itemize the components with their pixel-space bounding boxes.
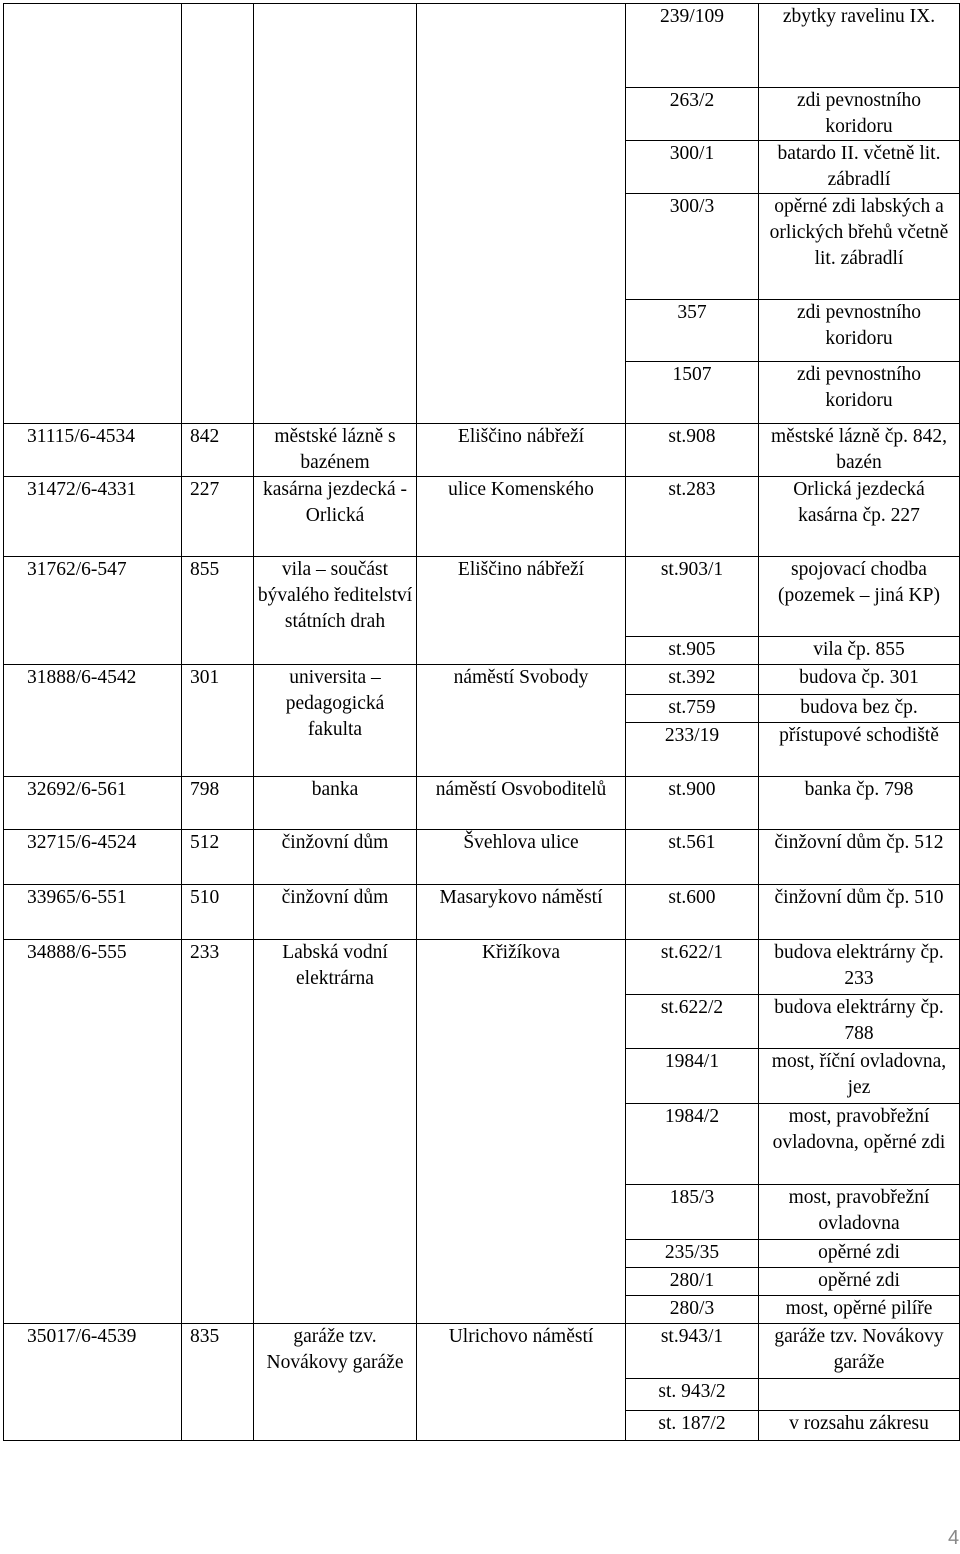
parcel-number-cell: 300/3 <box>626 194 759 300</box>
table-row <box>4 777 960 830</box>
parcel-number-cell: 1984/2 <box>626 1104 759 1185</box>
page-number: 4 <box>948 1527 960 1549</box>
parcel-number-cell: 1984/1 <box>626 1049 759 1104</box>
table-row <box>4 940 960 995</box>
parcel-description-cell: most, pravobřežní ovladovna <box>759 1185 960 1240</box>
object-name-cell: kasárna jezdecká - Orlická <box>254 477 417 557</box>
table-cell <box>182 4 254 424</box>
parcel-number-cell: st.561 <box>626 830 759 885</box>
parcel-description-cell: městské lázně čp. 842, bazén <box>759 424 960 477</box>
registry-number-cell: 32715/6-4524 <box>4 830 182 885</box>
object-name-cell: činžovní dům <box>254 885 417 940</box>
object-name-cell: Labská vodní elektrárna <box>254 940 417 1324</box>
parcel-number-cell: 239/109 <box>626 4 759 88</box>
table-row <box>4 477 960 557</box>
parcel-number-cell: 263/2 <box>626 88 759 141</box>
parcel-number-cell: 280/3 <box>626 1296 759 1324</box>
house-number-cell: 510 <box>182 885 254 940</box>
parcel-description-cell: budova elektrárny čp. 788 <box>759 995 960 1049</box>
house-number-cell: 233 <box>182 940 254 1324</box>
registry-number-cell: 35017/6-4539 <box>4 1324 182 1441</box>
house-number-cell: 512 <box>182 830 254 885</box>
object-name-cell: činžovní dům <box>254 830 417 885</box>
parcel-number-cell: 233/19 <box>626 723 759 777</box>
house-number-cell: 227 <box>182 477 254 557</box>
parcel-description-cell: zbytky ravelinu IX. <box>759 4 960 88</box>
parcel-number-cell: st. 943/2 <box>626 1379 759 1411</box>
table-cell <box>417 4 626 424</box>
parcel-description-cell: budova bez čp. <box>759 695 960 723</box>
registry-number-cell: 31888/6-4542 <box>4 665 182 777</box>
parcel-description-cell <box>759 1379 960 1411</box>
house-number-cell: 301 <box>182 665 254 777</box>
street-cell: Křižíkova <box>417 940 626 1324</box>
parcel-description-cell: batardo II. včetně lit. zábradlí <box>759 141 960 194</box>
parcel-description-cell: budova elektrárny čp. 233 <box>759 940 960 995</box>
house-number-cell: 842 <box>182 424 254 477</box>
object-name-cell: universita – pedagogická fakulta <box>254 665 417 777</box>
parcel-description-cell: opěrné zdi <box>759 1240 960 1268</box>
street-cell: Eliščino nábřeží <box>417 424 626 477</box>
registry-number-cell: 31115/6-4534 <box>4 424 182 477</box>
object-name-cell: banka <box>254 777 417 830</box>
table-row <box>4 885 960 940</box>
table-row <box>4 665 960 695</box>
parcel-number-cell: 235/35 <box>626 1240 759 1268</box>
parcel-description-cell: opěrné zdi labských a orlických břehů včetně lit. zábradlí <box>759 194 960 300</box>
parcel-description-cell: Orlická jezdecká kasárna čp. 227 <box>759 477 960 557</box>
table-row <box>4 557 960 637</box>
parcel-number-cell: st.903/1 <box>626 557 759 637</box>
parcel-number-cell: st.900 <box>626 777 759 830</box>
registry-number-cell: 32692/6-561 <box>4 777 182 830</box>
parcel-number-cell: st.283 <box>626 477 759 557</box>
heritage-register-table <box>3 3 960 1441</box>
object-name-cell: vila – součást bývalého ředitelství státních drah <box>254 557 417 665</box>
parcel-description-cell: most, opěrné pilíře <box>759 1296 960 1324</box>
parcel-number-cell: st.600 <box>626 885 759 940</box>
house-number-cell: 798 <box>182 777 254 830</box>
parcel-number-cell: 1507 <box>626 362 759 424</box>
parcel-number-cell: 280/1 <box>626 1268 759 1296</box>
parcel-number-cell: st.392 <box>626 665 759 695</box>
house-number-cell: 855 <box>182 557 254 665</box>
parcel-description-cell: vila čp. 855 <box>759 637 960 665</box>
street-cell: náměstí Svobody <box>417 665 626 777</box>
object-name-cell: městské lázně s bazénem <box>254 424 417 477</box>
parcel-number-cell: st.908 <box>626 424 759 477</box>
parcel-description-cell: činžovní dům čp. 510 <box>759 885 960 940</box>
table-row <box>4 830 960 885</box>
parcel-number-cell: 185/3 <box>626 1185 759 1240</box>
table-cell <box>254 4 417 424</box>
parcel-description-cell: most, pravobřežní ovladovna, opěrné zdi <box>759 1104 960 1185</box>
parcel-number-cell: st. 187/2 <box>626 1411 759 1441</box>
table-cell <box>4 4 182 424</box>
parcel-description-cell: činžovní dům čp. 512 <box>759 830 960 885</box>
house-number-cell: 835 <box>182 1324 254 1441</box>
parcel-description-cell: přístupové schodiště <box>759 723 960 777</box>
parcel-description-cell: garáže tzv. Novákovy garáže <box>759 1324 960 1379</box>
parcel-number-cell: st.759 <box>626 695 759 723</box>
parcel-number-cell: 357 <box>626 300 759 362</box>
street-cell: Eliščino nábřeží <box>417 557 626 665</box>
registry-number-cell: 33965/6-551 <box>4 885 182 940</box>
parcel-number-cell: st.943/1 <box>626 1324 759 1379</box>
parcel-number-cell: 300/1 <box>626 141 759 194</box>
parcel-number-cell: st.622/1 <box>626 940 759 995</box>
table-row <box>4 4 960 88</box>
parcel-description-cell: most, říční ovladovna, jez <box>759 1049 960 1104</box>
street-cell: ulice Komenského <box>417 477 626 557</box>
street-cell: náměstí Osvoboditelů <box>417 777 626 830</box>
street-cell: Ulrichovo náměstí <box>417 1324 626 1441</box>
parcel-description-cell: banka čp. 798 <box>759 777 960 830</box>
parcel-description-cell: spojovací chodba (pozemek – jiná KP) <box>759 557 960 637</box>
object-name-cell: garáže tzv. Novákovy garáže <box>254 1324 417 1441</box>
street-cell: Masarykovo náměstí <box>417 885 626 940</box>
parcel-description-cell: zdi pevnostního koridoru <box>759 88 960 141</box>
registry-number-cell: 31472/6-4331 <box>4 477 182 557</box>
parcel-description-cell: opěrné zdi <box>759 1268 960 1296</box>
street-cell: Švehlova ulice <box>417 830 626 885</box>
parcel-number-cell: st.622/2 <box>626 995 759 1049</box>
parcel-description-cell: zdi pevnostního koridoru <box>759 362 960 424</box>
parcel-description-cell: v rozsahu zákresu <box>759 1411 960 1441</box>
registry-number-cell: 34888/6-555 <box>4 940 182 1324</box>
parcel-description-cell: zdi pevnostního koridoru <box>759 300 960 362</box>
table-row <box>4 1324 960 1379</box>
parcel-description-cell: budova čp. 301 <box>759 665 960 695</box>
registry-number-cell: 31762/6-547 <box>4 557 182 665</box>
table-row <box>4 424 960 477</box>
parcel-number-cell: st.905 <box>626 637 759 665</box>
